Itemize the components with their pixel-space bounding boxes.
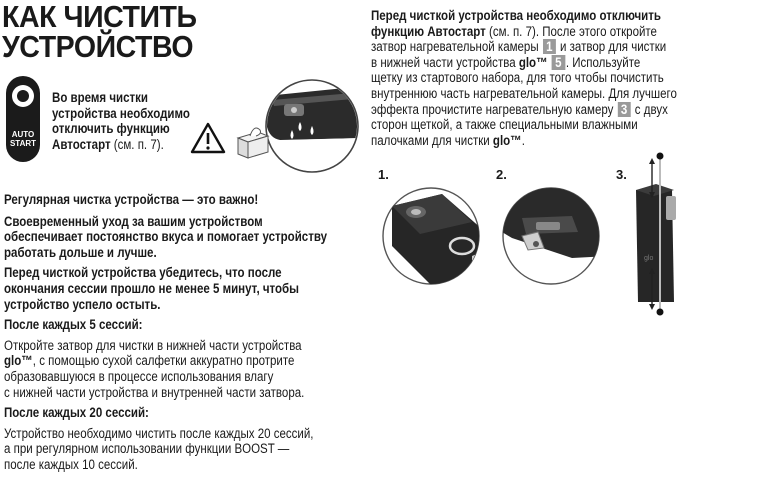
step-3-illustration <box>612 150 692 320</box>
device-bottom-illustration <box>188 78 364 174</box>
step-1-illustration <box>372 186 490 286</box>
paragraph-5-sessions: Откройте затвор для чистки в нижней части устройства glo™, с помощью сухой салфетки аккуратно протрите образовавшуюся в процессе использования влагу с нижней части устройства и внутренней части затвора. <box>4 337 305 400</box>
step-2-illustration <box>492 186 610 286</box>
step-1-label: 1. <box>378 167 389 182</box>
step-2-label: 2. <box>496 167 507 182</box>
badge-1: 1 <box>543 39 556 54</box>
autostart-notice: Во время чистки устройства необходимо отключить функцию Автостарт (см. п. 7). <box>52 90 190 152</box>
heading-every-20-sessions: После каждых 20 сессий: <box>4 405 149 421</box>
device-logo-text: glo <box>644 255 654 262</box>
heading-every-5-sessions: После каждых 5 сессий: <box>4 317 143 333</box>
right-column-instructions: Перед чисткой устройства необходимо отключить функцию Автостарт (см. п. 7). После этого откройте затвор нагревательной камеры 1 и затвор для чистки в нижней части устройства glo™ 5 . Используйте щетку из стартового набора, для того чтобы почистить внутреннюю часть нагревательной камеры. Для лучшего эффекта прочистите нагревательную камеру 3 с двух сторон щеткой, а также специальными влажными палочками для чистки glo™. <box>371 8 677 148</box>
tissue-box-icon <box>238 128 268 158</box>
paragraph-cooldown: Перед чисткой устройства убедитесь, что после окончания сессии прошло не менее 5 минут, чтобы устройство успело остыть. <box>4 265 300 312</box>
paragraph-20-sessions: Устройство необходимо чистить после каждых 20 сессий, а при регулярном использовании функции BOOST — после каждых 10 сессий. <box>4 425 314 472</box>
button-ring-icon <box>12 85 34 107</box>
auto-start-label: AUTO START <box>9 130 37 148</box>
paragraph-importance: Своевременный уход за вашим устройством обеспечивает постоянство вкуса и помогает устройству работать дольше и лучше. <box>4 213 328 260</box>
warning-icon <box>192 124 224 152</box>
auto-start-button-illustration <box>6 76 40 162</box>
badge-3: 3 <box>617 102 630 117</box>
heading-regular-cleaning: Регулярная чистка устройства — это важно! <box>4 192 259 207</box>
left-column <box>4 192 404 473</box>
step-3-label: 3. <box>616 167 627 182</box>
page-title: КАК ЧИСТИТЬ УСТРОЙСТВО <box>2 0 197 64</box>
badge-5: 5 <box>552 55 565 70</box>
